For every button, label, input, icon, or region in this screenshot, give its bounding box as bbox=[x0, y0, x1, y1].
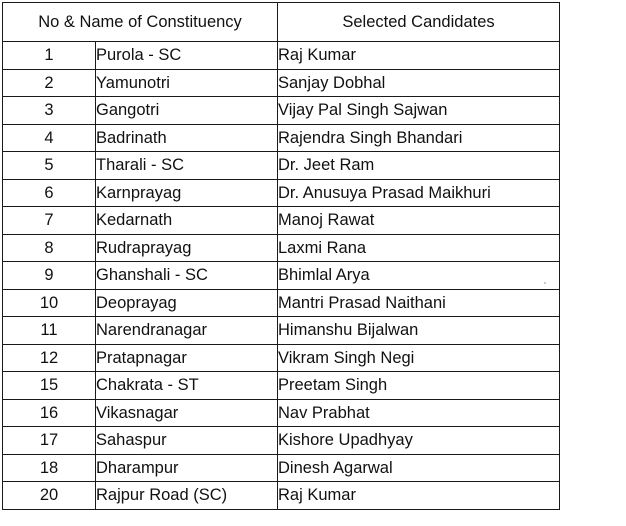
candidate-name: Dr. Anusuya Prasad Maikhuri bbox=[278, 179, 560, 207]
scan-speck bbox=[544, 282, 546, 284]
constituency-name: Kedarnath bbox=[96, 207, 278, 235]
candidate-name: Dr. Jeet Ram bbox=[278, 152, 560, 180]
table-row bbox=[3, 372, 560, 400]
constituency-name: Rudraprayag bbox=[96, 234, 278, 262]
candidate-name: Laxmi Rana bbox=[278, 234, 560, 262]
candidate-name: Mantri Prasad Naithani bbox=[278, 289, 560, 317]
table-row bbox=[3, 454, 560, 482]
header-row bbox=[3, 3, 560, 42]
constituency-number: 8 bbox=[3, 234, 96, 262]
table-row bbox=[3, 42, 560, 70]
candidate-name: Raj Kumar bbox=[278, 42, 560, 70]
constituency-number: 9 bbox=[3, 262, 96, 290]
table-row bbox=[3, 399, 560, 427]
constituency-header: No & Name of Constituency bbox=[3, 3, 278, 42]
constituency-number: 16 bbox=[3, 399, 96, 427]
constituency-number: 5 bbox=[3, 152, 96, 180]
candidate-name: Bhimlal Arya bbox=[278, 262, 560, 290]
constituency-number: 4 bbox=[3, 124, 96, 152]
candidate-name: Vikram Singh Negi bbox=[278, 344, 560, 372]
candidate-name: Raj Kumar bbox=[278, 482, 560, 510]
table-body bbox=[3, 42, 560, 510]
constituency-name: Yamunotri bbox=[96, 69, 278, 97]
constituency-number: 6 bbox=[3, 179, 96, 207]
candidate-name: Nav Prabhat bbox=[278, 399, 560, 427]
table-row bbox=[3, 289, 560, 317]
constituency-name: Karnprayag bbox=[96, 179, 278, 207]
table-row bbox=[3, 344, 560, 372]
candidate-name: Preetam Singh bbox=[278, 372, 560, 400]
constituency-number: 15 bbox=[3, 372, 96, 400]
constituency-number: 20 bbox=[3, 482, 96, 510]
constituency-name: Narendranagar bbox=[96, 317, 278, 345]
candidate-name: Manoj Rawat bbox=[278, 207, 560, 235]
constituency-number: 11 bbox=[3, 317, 96, 345]
table-row bbox=[3, 152, 560, 180]
constituency-number: 12 bbox=[3, 344, 96, 372]
candidate-name: Kishore Upadhyay bbox=[278, 427, 560, 455]
table-row bbox=[3, 124, 560, 152]
table-header bbox=[3, 3, 560, 42]
constituency-name: Badrinath bbox=[96, 124, 278, 152]
constituency-number: 1 bbox=[3, 42, 96, 70]
constituency-number: 18 bbox=[3, 454, 96, 482]
constituency-name: Vikasnagar bbox=[96, 399, 278, 427]
constituency-number: 7 bbox=[3, 207, 96, 235]
table-row bbox=[3, 69, 560, 97]
table-row bbox=[3, 234, 560, 262]
candidates-table bbox=[2, 2, 560, 510]
constituency-name: Deoprayag bbox=[96, 289, 278, 317]
constituency-name: Pratapnagar bbox=[96, 344, 278, 372]
constituency-name: Gangotri bbox=[96, 97, 278, 125]
constituency-name: Ghanshali - SC bbox=[96, 262, 278, 290]
candidate-name: Dinesh Agarwal bbox=[278, 454, 560, 482]
table-row bbox=[3, 97, 560, 125]
candidate-name: Vijay Pal Singh Sajwan bbox=[278, 97, 560, 125]
candidates-header: Selected Candidates bbox=[278, 3, 560, 42]
table-row bbox=[3, 427, 560, 455]
candidate-name: Rajendra Singh Bhandari bbox=[278, 124, 560, 152]
candidate-name: Sanjay Dobhal bbox=[278, 69, 560, 97]
table-row bbox=[3, 482, 560, 510]
table-row bbox=[3, 179, 560, 207]
table-row bbox=[3, 317, 560, 345]
constituency-number: 17 bbox=[3, 427, 96, 455]
constituency-name: Purola - SC bbox=[96, 42, 278, 70]
constituency-name: Chakrata - ST bbox=[96, 372, 278, 400]
constituency-number: 3 bbox=[3, 97, 96, 125]
table-row bbox=[3, 262, 560, 290]
constituency-name: Sahaspur bbox=[96, 427, 278, 455]
candidate-name: Himanshu Bijalwan bbox=[278, 317, 560, 345]
table-row bbox=[3, 207, 560, 235]
constituency-name: Rajpur Road (SC) bbox=[96, 482, 278, 510]
constituency-name: Dharampur bbox=[96, 454, 278, 482]
constituency-name: Tharali - SC bbox=[96, 152, 278, 180]
constituency-number: 2 bbox=[3, 69, 96, 97]
constituency-number: 10 bbox=[3, 289, 96, 317]
